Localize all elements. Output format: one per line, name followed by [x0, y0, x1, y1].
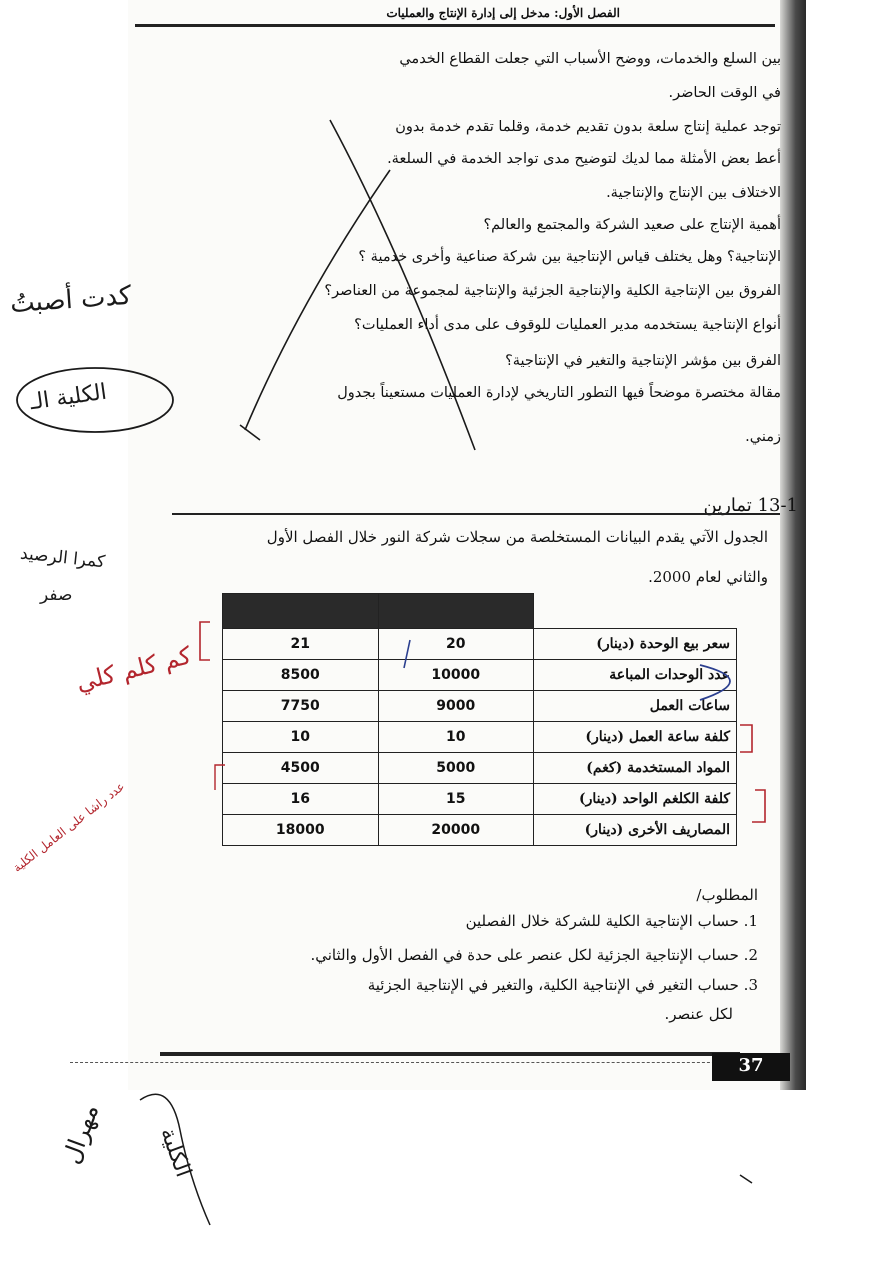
required-title: المطلوب/ [696, 886, 758, 904]
question-line: بين السلع والخدمات، ووضح الأسباب التي جعلت القطاع الخدمي [399, 51, 781, 67]
question-line: الاختلاف بين الإنتاج والإنتاجية. [606, 185, 781, 201]
handwritten-note: صفر [40, 585, 73, 605]
page-number: 37 [738, 1055, 764, 1076]
cell-q2: 21 [223, 629, 379, 660]
question-line: أنواع الإنتاجية يستخدمه مدير العمليات للوقوف على مدى أداء العمليات؟ [354, 317, 781, 333]
question-line: أهمية الإنتاج على صعيد الشركة والمجتمع والعالم؟ [483, 217, 781, 233]
handwritten-note: الكلية [154, 1124, 196, 1181]
question-line: توجد عملية إنتاج سلعة بدون تقديم خدمة، وقلما تقدم خدمة بدون [395, 119, 781, 135]
cell-q2: 7750 [223, 691, 379, 722]
red-bracket [200, 622, 210, 660]
strike-tick [240, 425, 260, 440]
row-label: المواد المستخدمة (كغم) [534, 753, 737, 784]
handwritten-note-red: عدد راشا على العامل الكلية [10, 779, 128, 875]
required-item: 3. حساب التغير في الإنتاجية الكلية، والتغير في الإنتاجية الجزئية [367, 976, 758, 994]
red-bracket [752, 790, 765, 822]
question-line: الإنتاجية؟ وهل يختلف قياس الإنتاجية بين شركة صناعية وأخرى خدمية ؟ [358, 249, 781, 265]
required-item: 2. حساب الإنتاجية الجزئية لكل عنصر على حدة في الفصل الأول والثاني. [310, 946, 758, 964]
red-bracket [740, 725, 752, 752]
cell-q1: 5000 [378, 753, 534, 784]
handwritten-note: كمرا الرصيد [19, 543, 107, 573]
question-line: الفروق بين الإنتاجية الكلية والإنتاجية الجزئية والإنتاجية لمجموعة من العناصر؟ [324, 283, 781, 299]
section-title: تمارين [703, 495, 752, 516]
handwritten-note: كدت أصبتُ [9, 280, 133, 320]
row-label: ساعات العمل [534, 691, 737, 722]
cell-q1: 20 [378, 629, 534, 660]
question-line: مقالة مختصرة موضحاً فيها التطور التاريخي لإدارة العمليات مستعيناً بجدول [337, 385, 781, 401]
cell-q2: 10 [223, 722, 379, 753]
running-header: الفصل الأول: مدخل إلى إدارة الإنتاج والعمليات [386, 6, 620, 20]
question-line: في الوقت الحاضر. [668, 85, 781, 101]
required-item: لكل عنصر. [664, 1005, 733, 1023]
handwritten-note: الكلية الـ [28, 379, 109, 416]
strike-line [245, 170, 390, 430]
intro-line: والثاني لعام 2000. [648, 568, 768, 586]
scribble [740, 1175, 752, 1183]
blue-bracket-mark [700, 665, 730, 700]
strike-line [330, 120, 475, 450]
intro-line: الجدول الآتي يقدم البيانات المستخلصة من سجلات شركة النور خلال الفصل الأول [266, 528, 768, 546]
row-label: كلفة الكلغم الواحد (دينار) [534, 784, 737, 815]
question-line: الفرق بين مؤشر الإنتاجية والتغير في الإنتاجية؟ [505, 353, 781, 369]
cell-q2: 4500 [223, 753, 379, 784]
cell-q2: 18000 [223, 815, 379, 846]
required-item: 1. حساب الإنتاجية الكلية للشركة خلال الفصلين [465, 912, 758, 930]
handwritten-note: مهرال [57, 1100, 105, 1168]
cell-q2: 16 [223, 784, 379, 815]
cell-q1: 10 [378, 722, 534, 753]
red-mark [215, 765, 225, 790]
handwritten-note-red: كم كلم كلي [73, 641, 195, 697]
row-label: كلفة ساعة العمل (دينار) [534, 722, 737, 753]
cell-q2: 8500 [223, 660, 379, 691]
row-label: سعر بيع الوحدة (دينار) [534, 629, 737, 660]
row-label: عدد الوحدات المباعة [534, 660, 737, 691]
row-label: المصاريف الأخرى (دينار) [534, 815, 737, 846]
cell-q1: 20000 [378, 815, 534, 846]
question-line: أعط بعض الأمثلة مما لديك لتوضيح مدى تواجد الخدمة في السلعة. [387, 151, 781, 167]
cell-q1: 15 [378, 784, 534, 815]
question-line: زمني. [745, 429, 781, 445]
cell-q1: 10000 [378, 660, 534, 691]
cell-q1: 9000 [378, 691, 534, 722]
section-number: 13-1 [757, 495, 798, 516]
blue-tick-mark [404, 640, 410, 668]
